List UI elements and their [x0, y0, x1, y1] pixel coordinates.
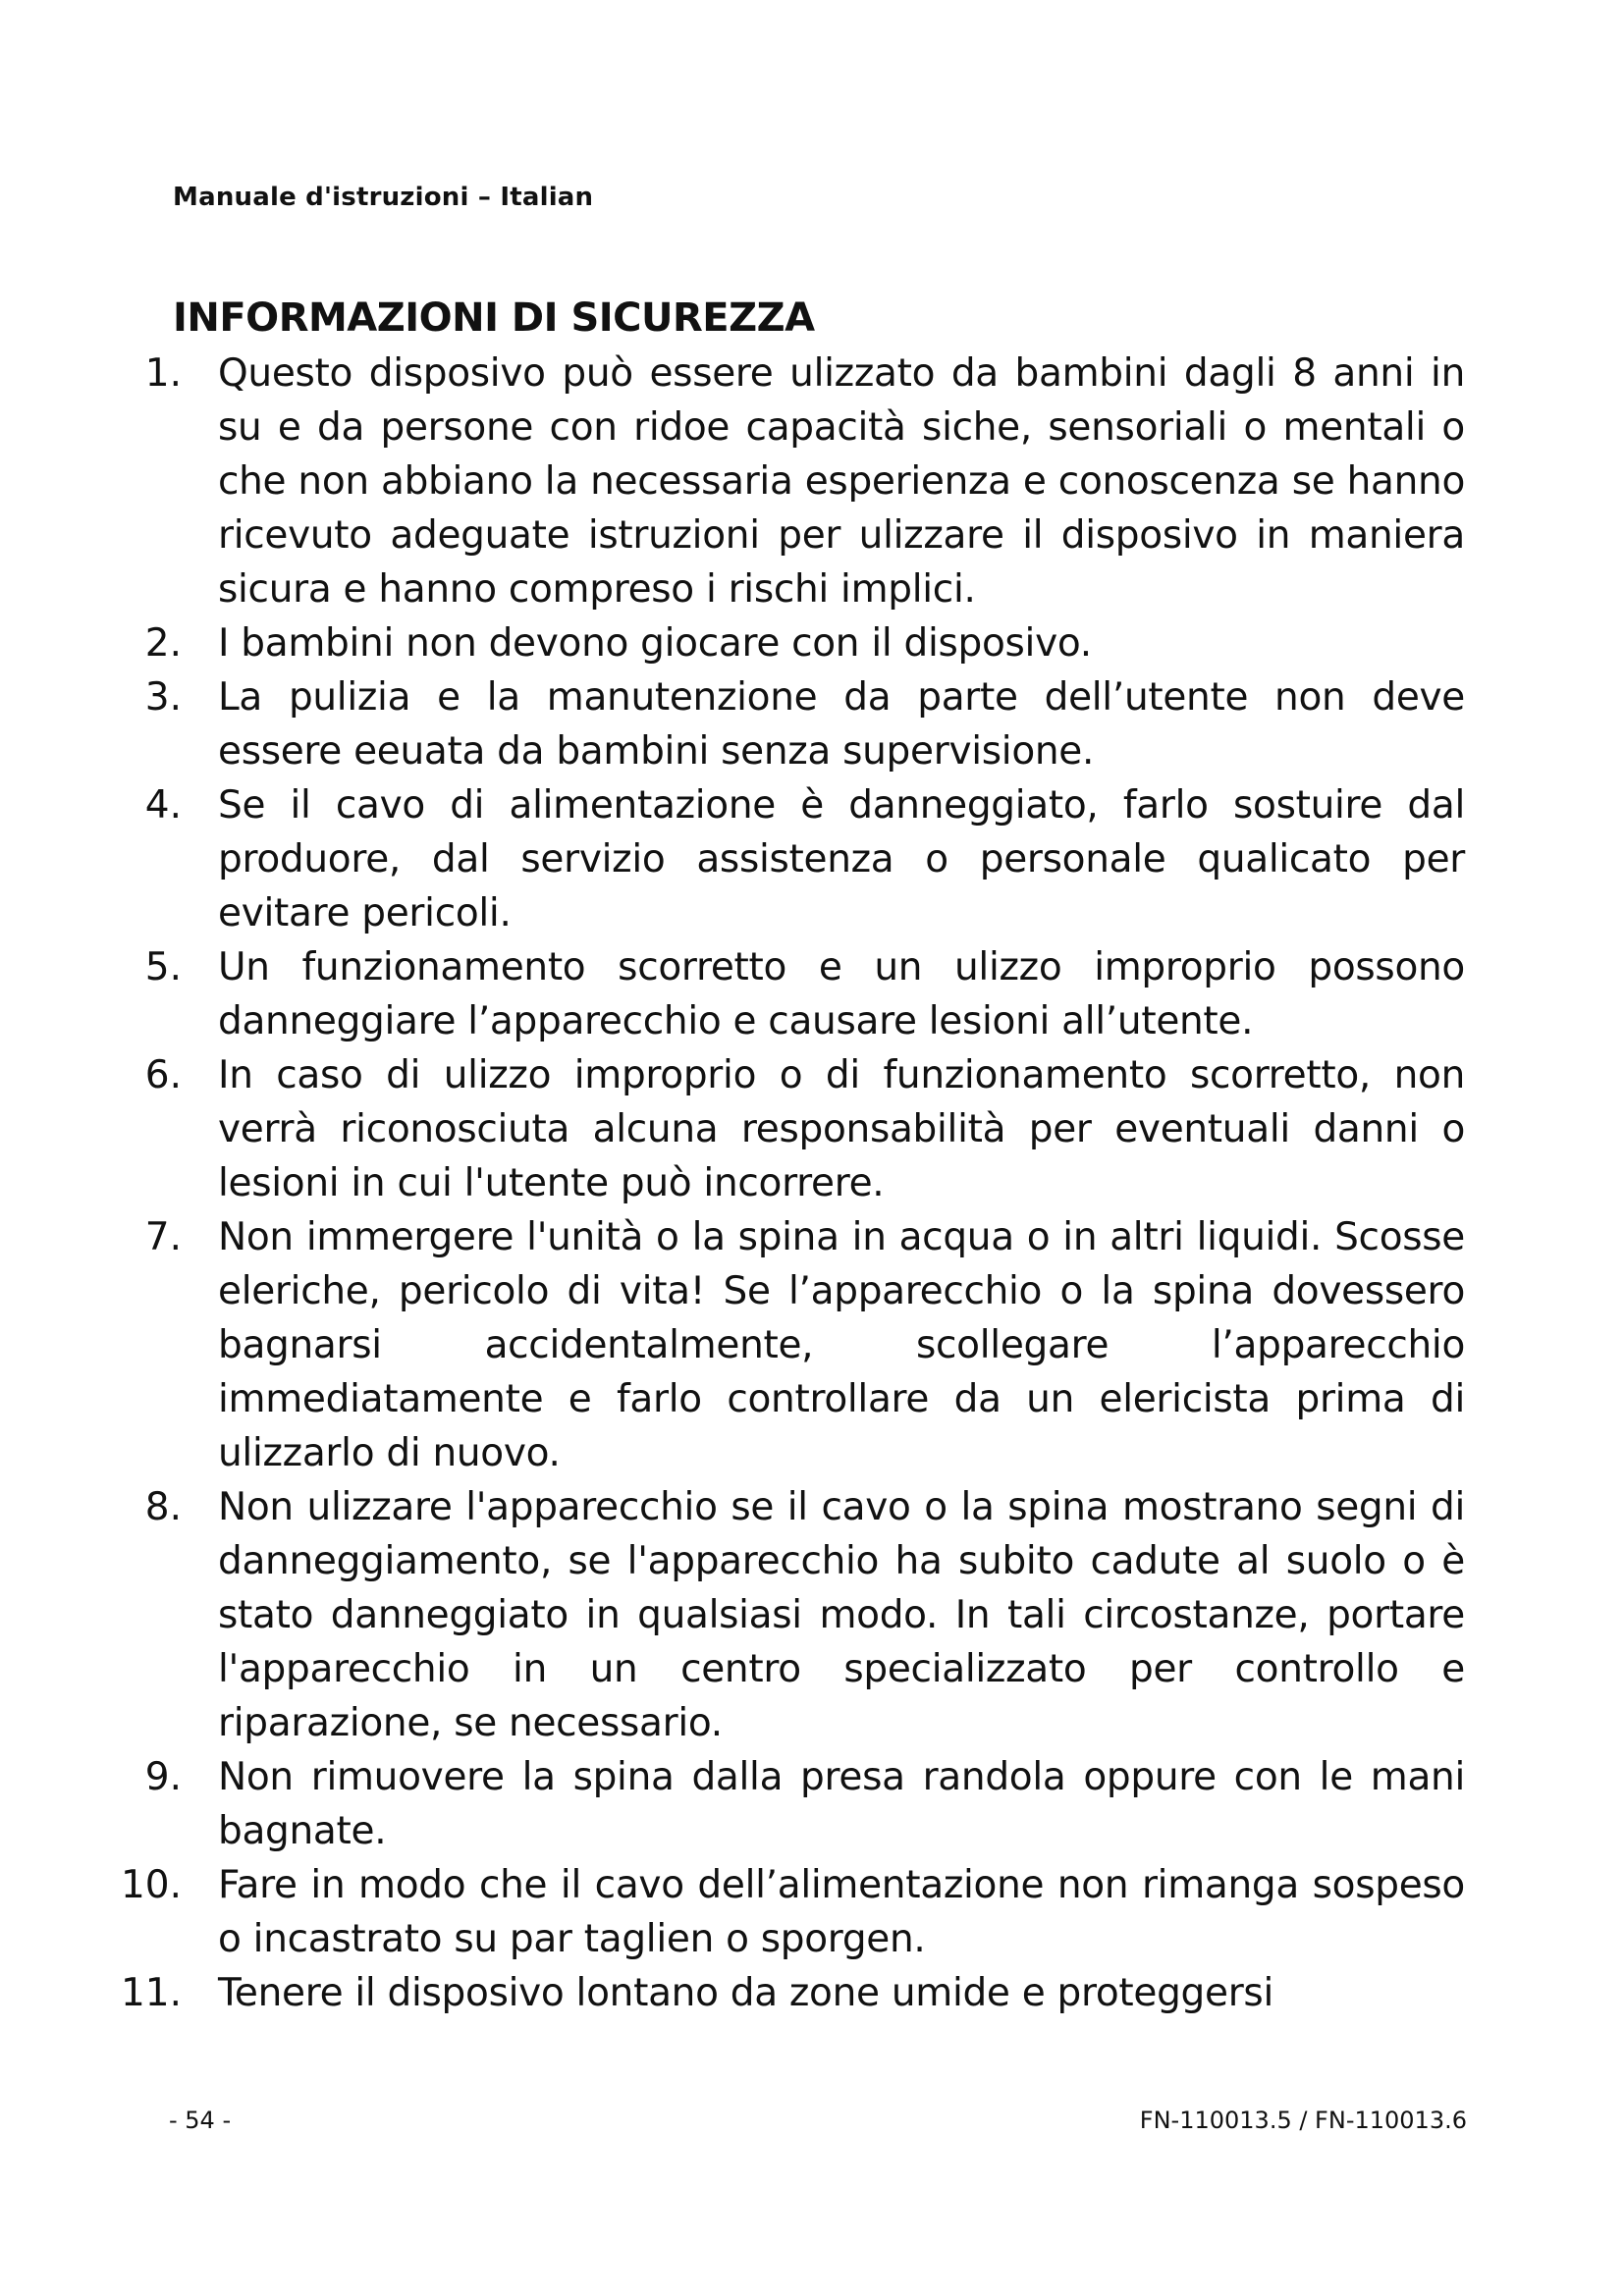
list-item: [0, 1966, 1624, 2020]
list-item: [0, 940, 1624, 1048]
list-item: [0, 1210, 1624, 1480]
item-number: 10.: [120, 1863, 182, 1907]
safety-items-list: [0, 347, 1624, 2020]
item-number: 3.: [144, 675, 182, 720]
item-text: In caso di ulizzo improprio o di funzionamento scorretto, non verrà riconosciuta alcuna responsabilità per eventuali danni o lesioni in cui l'utente può incorrere.: [218, 1053, 1465, 1205]
list-item: [0, 1858, 1624, 1966]
list-item: [0, 347, 1624, 616]
item-number: 2.: [144, 621, 182, 666]
item-number: 7.: [144, 1215, 182, 1259]
list-item: [0, 778, 1624, 940]
item-text: Tenere il disposivo lontano da zone umide e proteggersi: [218, 1971, 1273, 2015]
item-text: Questo disposivo può essere ulizzato da bambini dagli 8 anni in su e da persone con ridoe capacità siche, sensoriali o mentali o che non abbiano la necessaria esperienza e conoscenza se hanno ricevuto adeguate istruzioni per ulizzare il disposivo in maniera sicura e hanno compreso i rischi implici.: [218, 351, 1465, 612]
list-item: [0, 1750, 1624, 1858]
item-text: La pulizia e la manutenzione da parte dell’utente non deve essere eeuata da bambini senza supervisione.: [218, 675, 1465, 774]
item-text: Non immergere l'unità o la spina in acqua o in altri liquidi. Scosse eleriche, pericolo di vita! Se l’apparecchio o la spina dovessero bagnarsi accidentalmente, scollegare l’apparecchio immediatamente e farlo controllare da un elericista prima di ulizzarlo di nuovo.: [218, 1215, 1465, 1475]
item-text: Un funzionamento scorretto e un ulizzo improprio possono danneggiare l’apparecchio e causare lesioni all’utente.: [218, 945, 1465, 1043]
list-item: [0, 1480, 1624, 1750]
item-number: 5.: [144, 945, 182, 989]
document-header: Manuale d'istruzioni – Italian: [173, 183, 594, 212]
item-number: 8.: [144, 1485, 182, 1529]
section-title: INFORMAZIONI DI SICUREZZA: [173, 295, 815, 341]
item-number: 6.: [144, 1053, 182, 1097]
item-text: Se il cavo di alimentazione è danneggiato, farlo sostuire dal produore, dal servizio assistenza o personale qualicato per evitare pericoli.: [218, 783, 1465, 935]
item-number: 4.: [144, 783, 182, 828]
list-item: [0, 616, 1624, 670]
model-number: FN-110013.5 / FN-110013.6: [1139, 2107, 1467, 2134]
list-item: [0, 670, 1624, 778]
item-text: I bambini non devono giocare con il disposivo.: [218, 621, 1092, 666]
item-number: 1.: [144, 351, 182, 396]
item-text: Fare in modo che il cavo dell’alimentazione non rimanga sospeso o incastrato su par taglien o sporgen.: [218, 1863, 1465, 1961]
item-number: 9.: [144, 1755, 182, 1799]
item-number: 11.: [120, 1971, 182, 2015]
page-number: - 54 -: [169, 2107, 232, 2134]
list-item: [0, 1048, 1624, 1210]
item-text: Non rimuovere la spina dalla presa randola oppure con le mani bagnate.: [218, 1755, 1465, 1853]
item-text: Non ulizzare l'apparecchio se il cavo o la spina mostrano segni di danneggiamento, se l'apparecchio ha subito cadute al suolo o è stato danneggiato in qualsiasi modo. In tali circostanze, portare l'apparecchio in un centro specializzato per controllo e riparazione, se necessario.: [218, 1485, 1465, 1745]
